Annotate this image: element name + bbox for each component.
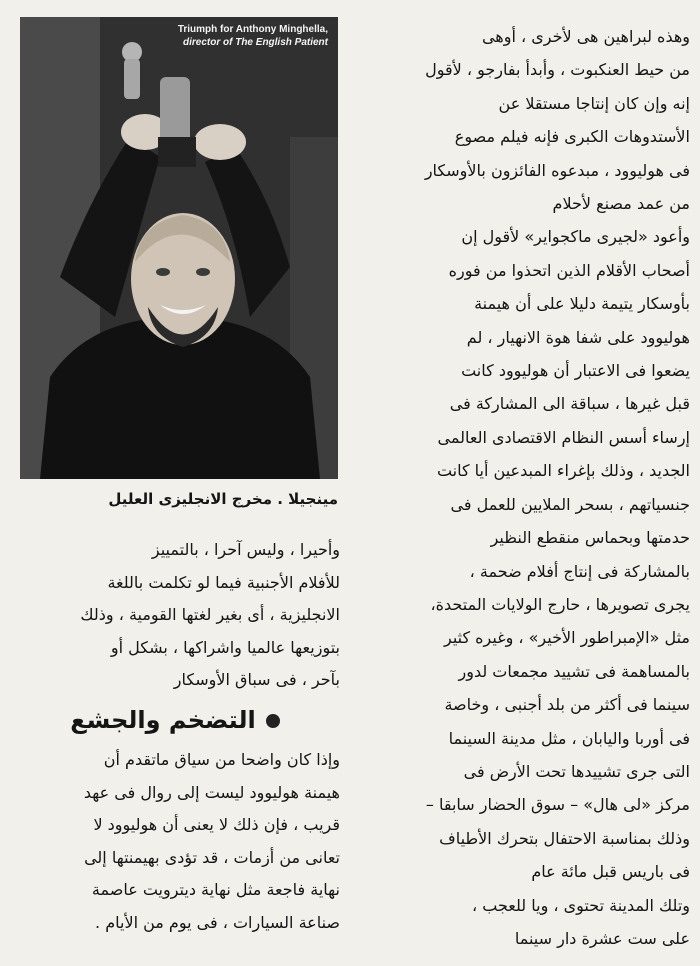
text-line: هيمنة هوليوود ليست إلى روال فى عهد bbox=[83, 782, 340, 802]
text-line: حدمتها وبحماس منقطع النظير bbox=[490, 528, 690, 548]
left-column-text-top bbox=[10, 534, 340, 697]
text-line: الانجليزية ، أى بغير لغتها القومية ، وذلك bbox=[80, 605, 340, 625]
text-line: من عمد مصنع لأحلام bbox=[552, 194, 690, 214]
photo-caption: مينجيلا . مخرج الانجليزى العليل bbox=[108, 490, 338, 508]
text-line: قبل غيرها ، سباقة الى المشاركة فى bbox=[449, 394, 690, 414]
text-line: بتوزيعها عالميا واشراكها ، بشكل أو bbox=[110, 637, 340, 657]
text-line: قريب ، فإن ذلك لا يعنى أن هوليوود لا bbox=[93, 815, 340, 835]
left-column-text-bottom bbox=[10, 744, 340, 940]
text-line: بأوسكار يتيمة دليلا على أن هيمنة bbox=[474, 294, 690, 314]
photo-credit-line-2: director of The English Patient bbox=[182, 37, 328, 48]
text-line: هوليوود على شفا هوة الانهيار ، لم bbox=[466, 327, 690, 347]
text-line: صناعة السيارات ، فى يوم من الأيام . bbox=[95, 912, 340, 932]
text-line: بآحر ، فى سباق الأوسكار bbox=[173, 670, 340, 690]
text-line: وهذه لبراهين هى لأخرى ، أوهى bbox=[481, 27, 690, 46]
text-line: على ست عشرة دار سينما bbox=[514, 928, 690, 948]
text-line: نهاية فاجعة مثل نهاية ديترويت عاصمة bbox=[91, 880, 340, 900]
text-line: للأفلام الأجنبية فيما لو تكلمت باللغة bbox=[107, 572, 340, 592]
text-line: مركز «لى هال» – سوق الحضار سابقا – bbox=[425, 795, 690, 815]
text-line: يضعوا فى الاعتبار أن هوليوود كانت bbox=[461, 361, 690, 381]
text-line: فى أوربا واليابان ، مثل مدينة السينما bbox=[448, 728, 690, 748]
text-line: بالمشاركة فى إنتاج أفلام ضحمة ، bbox=[469, 561, 690, 581]
text-line: وأحيرا ، وليس آحرا ، بالتمييز bbox=[151, 540, 340, 559]
text-line: إرساء أسس النظام الاقتصادى العالمى bbox=[437, 427, 690, 447]
text-line: وأعود «لجيرى ماكجواير» لأقول إن bbox=[461, 227, 690, 247]
text-line: جنسياتهم ، بسحر الملايين للعمل فى bbox=[450, 494, 690, 514]
text-line: من حيط العنكبوت ، وأبدأ بفارجو ، لأقول bbox=[425, 60, 690, 80]
text-line: فى باريس قبل مائة عام bbox=[531, 862, 690, 882]
text-line: يجرى تصويرها ، حارج الولايات المتحدة، bbox=[430, 594, 690, 614]
photo-anthony-minghella bbox=[20, 17, 338, 479]
text-line: سينما فى أكثر من بلد أجنبى ، وخاصة bbox=[444, 695, 690, 715]
text-line: تعانى من أزمات ، قد تؤدى بهيمنتها إلى bbox=[84, 847, 340, 867]
text-line: وذلك بمناسبة الاحتفال بتحرك الأطياف bbox=[439, 828, 690, 848]
section-heading bbox=[10, 702, 340, 738]
text-line: التى جرى تشييدها تحت الأرض فى bbox=[463, 761, 690, 781]
right-column-text bbox=[352, 20, 690, 955]
bullet-icon bbox=[266, 714, 280, 728]
text-line: مثل «الإمبراطور الأخير» ، وغيره كثير bbox=[443, 628, 690, 648]
section-heading-text: التضخم والجشع bbox=[70, 706, 256, 734]
photo-credit-line-1: Triumph for Anthony Minghella, bbox=[177, 24, 328, 35]
text-line: الأستدوهات الكبرى فإنه فيلم مصوع bbox=[454, 127, 690, 147]
text-line: بالمساهمة فى تشييد مجمعات لدور bbox=[458, 661, 690, 681]
photo-credit bbox=[178, 23, 328, 49]
text-line: الجديد ، وذلك بإغراء المبدعين أيا كانت bbox=[436, 461, 690, 481]
text-line: وإذا كان واضحا من سياق ماتقدم أن bbox=[103, 750, 340, 769]
text-line: إنه وإن كان إنتاجا مستقلا عن bbox=[498, 93, 690, 113]
text-line: وتلك المدينة تحتوى ، ويا للعجب ، bbox=[471, 895, 690, 915]
photo-illustration bbox=[20, 17, 338, 479]
text-line: أصحاب الأقلام الذين اتحذوا من فوره bbox=[448, 260, 690, 280]
text-line: فى هوليوود ، مبدعوه الفائزون بالأوسكار bbox=[424, 160, 690, 180]
